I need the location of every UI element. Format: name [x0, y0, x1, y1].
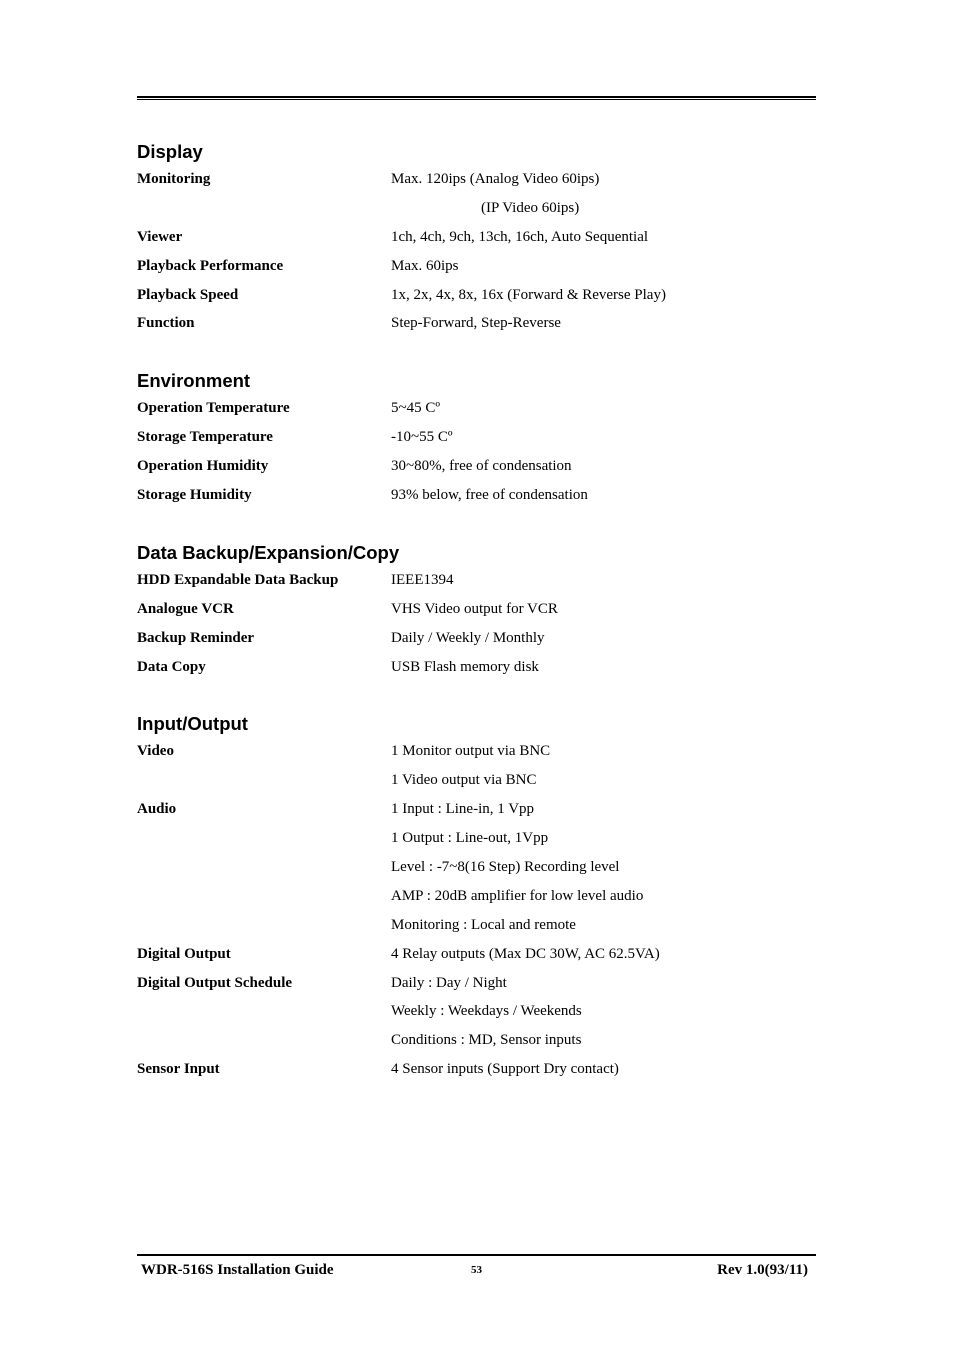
spec-label: Playback Speed [137, 286, 239, 303]
spec-value: 4 Relay outputs (Max DC 30W, AC 62.5VA) [391, 945, 660, 962]
spec-value: (IP Video 60ips) [391, 199, 580, 216]
spec-value: Step-Forward, Step-Reverse [391, 315, 561, 332]
spec-row [137, 281, 816, 310]
section-title: Environment [137, 370, 251, 392]
spec-label: Monitoring [137, 171, 211, 187]
header-rule [137, 96, 816, 100]
section-title: Data Backup/Expansion/Copy [137, 541, 400, 563]
spec-row [137, 624, 816, 653]
spec-row [137, 1055, 816, 1084]
spec-label [137, 997, 391, 1026]
spec-row [137, 940, 816, 969]
spec-row [137, 737, 816, 766]
spec-label: Operation Humidity [137, 458, 269, 475]
spec-label: Audio [137, 801, 177, 818]
spec-row [137, 795, 816, 824]
spec-value: IEEE1394 [391, 571, 454, 588]
spec-row [137, 969, 816, 998]
spec-label: Video [137, 743, 174, 760]
spec-value: Monitoring : Local and remote [391, 916, 576, 933]
spec-value: -10~55 Cº [391, 429, 453, 446]
spec-value: Daily : Day / Night [391, 974, 507, 991]
footer-doc-title: WDR-516S Installation Guide [141, 1262, 334, 1278]
spec-value: VHS Video output for VCR [391, 600, 558, 617]
spec-label: Operation Temperature [137, 400, 290, 417]
spec-row [137, 997, 816, 1026]
footer-revision: Rev 1.0(93/11) [717, 1262, 808, 1278]
section-title: Input/Output [137, 713, 248, 735]
spec-label [137, 853, 391, 882]
spec-value: Daily / Weekly / Monthly [391, 629, 545, 646]
spec-label: Sensor Input [137, 1061, 220, 1078]
spec-label: Storage Humidity [137, 487, 252, 504]
spec-label: Backup Reminder [137, 629, 255, 646]
spec-label: Analogue VCR [137, 600, 234, 617]
spec-row [137, 194, 816, 223]
spec-row [137, 309, 816, 338]
spec-value: Max. 120ips (Analog Video 60ips) [391, 171, 600, 187]
spec-label [137, 824, 391, 853]
spec-section [137, 367, 816, 510]
spec-label: Playback Performance [137, 257, 284, 274]
spec-section [137, 138, 816, 338]
spec-row [137, 882, 816, 911]
spec-value: 1ch, 4ch, 9ch, 13ch, 16ch, Auto Sequential [391, 228, 649, 245]
spec-row [137, 824, 816, 853]
spec-label [137, 1026, 391, 1055]
spec-label: HDD Expandable Data Backup [137, 571, 339, 588]
spec-label [137, 766, 391, 795]
spec-row [137, 394, 816, 423]
spec-label: Data Copy [137, 658, 206, 675]
spec-label: Digital Output Schedule [137, 974, 293, 991]
spec-value: AMP : 20dB amplifier for low level audio [391, 887, 644, 904]
spec-label [137, 911, 391, 940]
page-number: 53 [471, 1264, 482, 1276]
spec-content [137, 138, 816, 1113]
spec-value: 5~45 Cº [391, 400, 441, 417]
spec-row [137, 1026, 816, 1055]
spec-row [137, 766, 816, 795]
spec-value: USB Flash memory disk [391, 658, 539, 675]
spec-label: Viewer [137, 228, 183, 245]
spec-row [137, 481, 816, 510]
spec-label [137, 882, 391, 911]
spec-row [137, 252, 816, 281]
spec-value: 1x, 2x, 4x, 8x, 16x (Forward & Reverse Play) [391, 286, 666, 303]
spec-row [137, 853, 816, 882]
spec-row [137, 595, 816, 624]
spec-row [137, 566, 816, 595]
spec-value: 1 Video output via BNC [391, 772, 537, 789]
footer-rule [137, 1254, 816, 1256]
spec-row [137, 165, 816, 194]
spec-row [137, 911, 816, 940]
spec-value: 1 Input : Line-in, 1 Vpp [391, 801, 535, 818]
spec-value: 1 Output : Line-out, 1Vpp [391, 830, 549, 847]
spec-label [137, 194, 391, 223]
spec-value: Conditions : MD, Sensor inputs [391, 1032, 582, 1049]
spec-value: Max. 60ips [391, 257, 459, 274]
spec-value: 1 Monitor output via BNC [391, 743, 551, 760]
spec-row [137, 423, 816, 452]
spec-label: Function [137, 315, 195, 332]
spec-value: Weekly : Weekdays / Weekends [391, 1003, 582, 1020]
spec-row [137, 223, 816, 252]
spec-value: Level : -7~8(16 Step) Recording level [391, 859, 620, 876]
spec-value: 93% below, free of condensation [391, 487, 588, 504]
spec-label: Storage Temperature [137, 429, 273, 446]
spec-value: 30~80%, free of condensation [391, 458, 572, 475]
page-footer [141, 1262, 808, 1284]
section-title: Display [137, 141, 203, 162]
spec-label: Digital Output [137, 945, 231, 962]
spec-section [137, 710, 816, 1084]
spec-section [137, 539, 816, 682]
spec-row [137, 452, 816, 481]
spec-value: 4 Sensor inputs (Support Dry contact) [391, 1061, 619, 1078]
spec-row [137, 653, 816, 682]
